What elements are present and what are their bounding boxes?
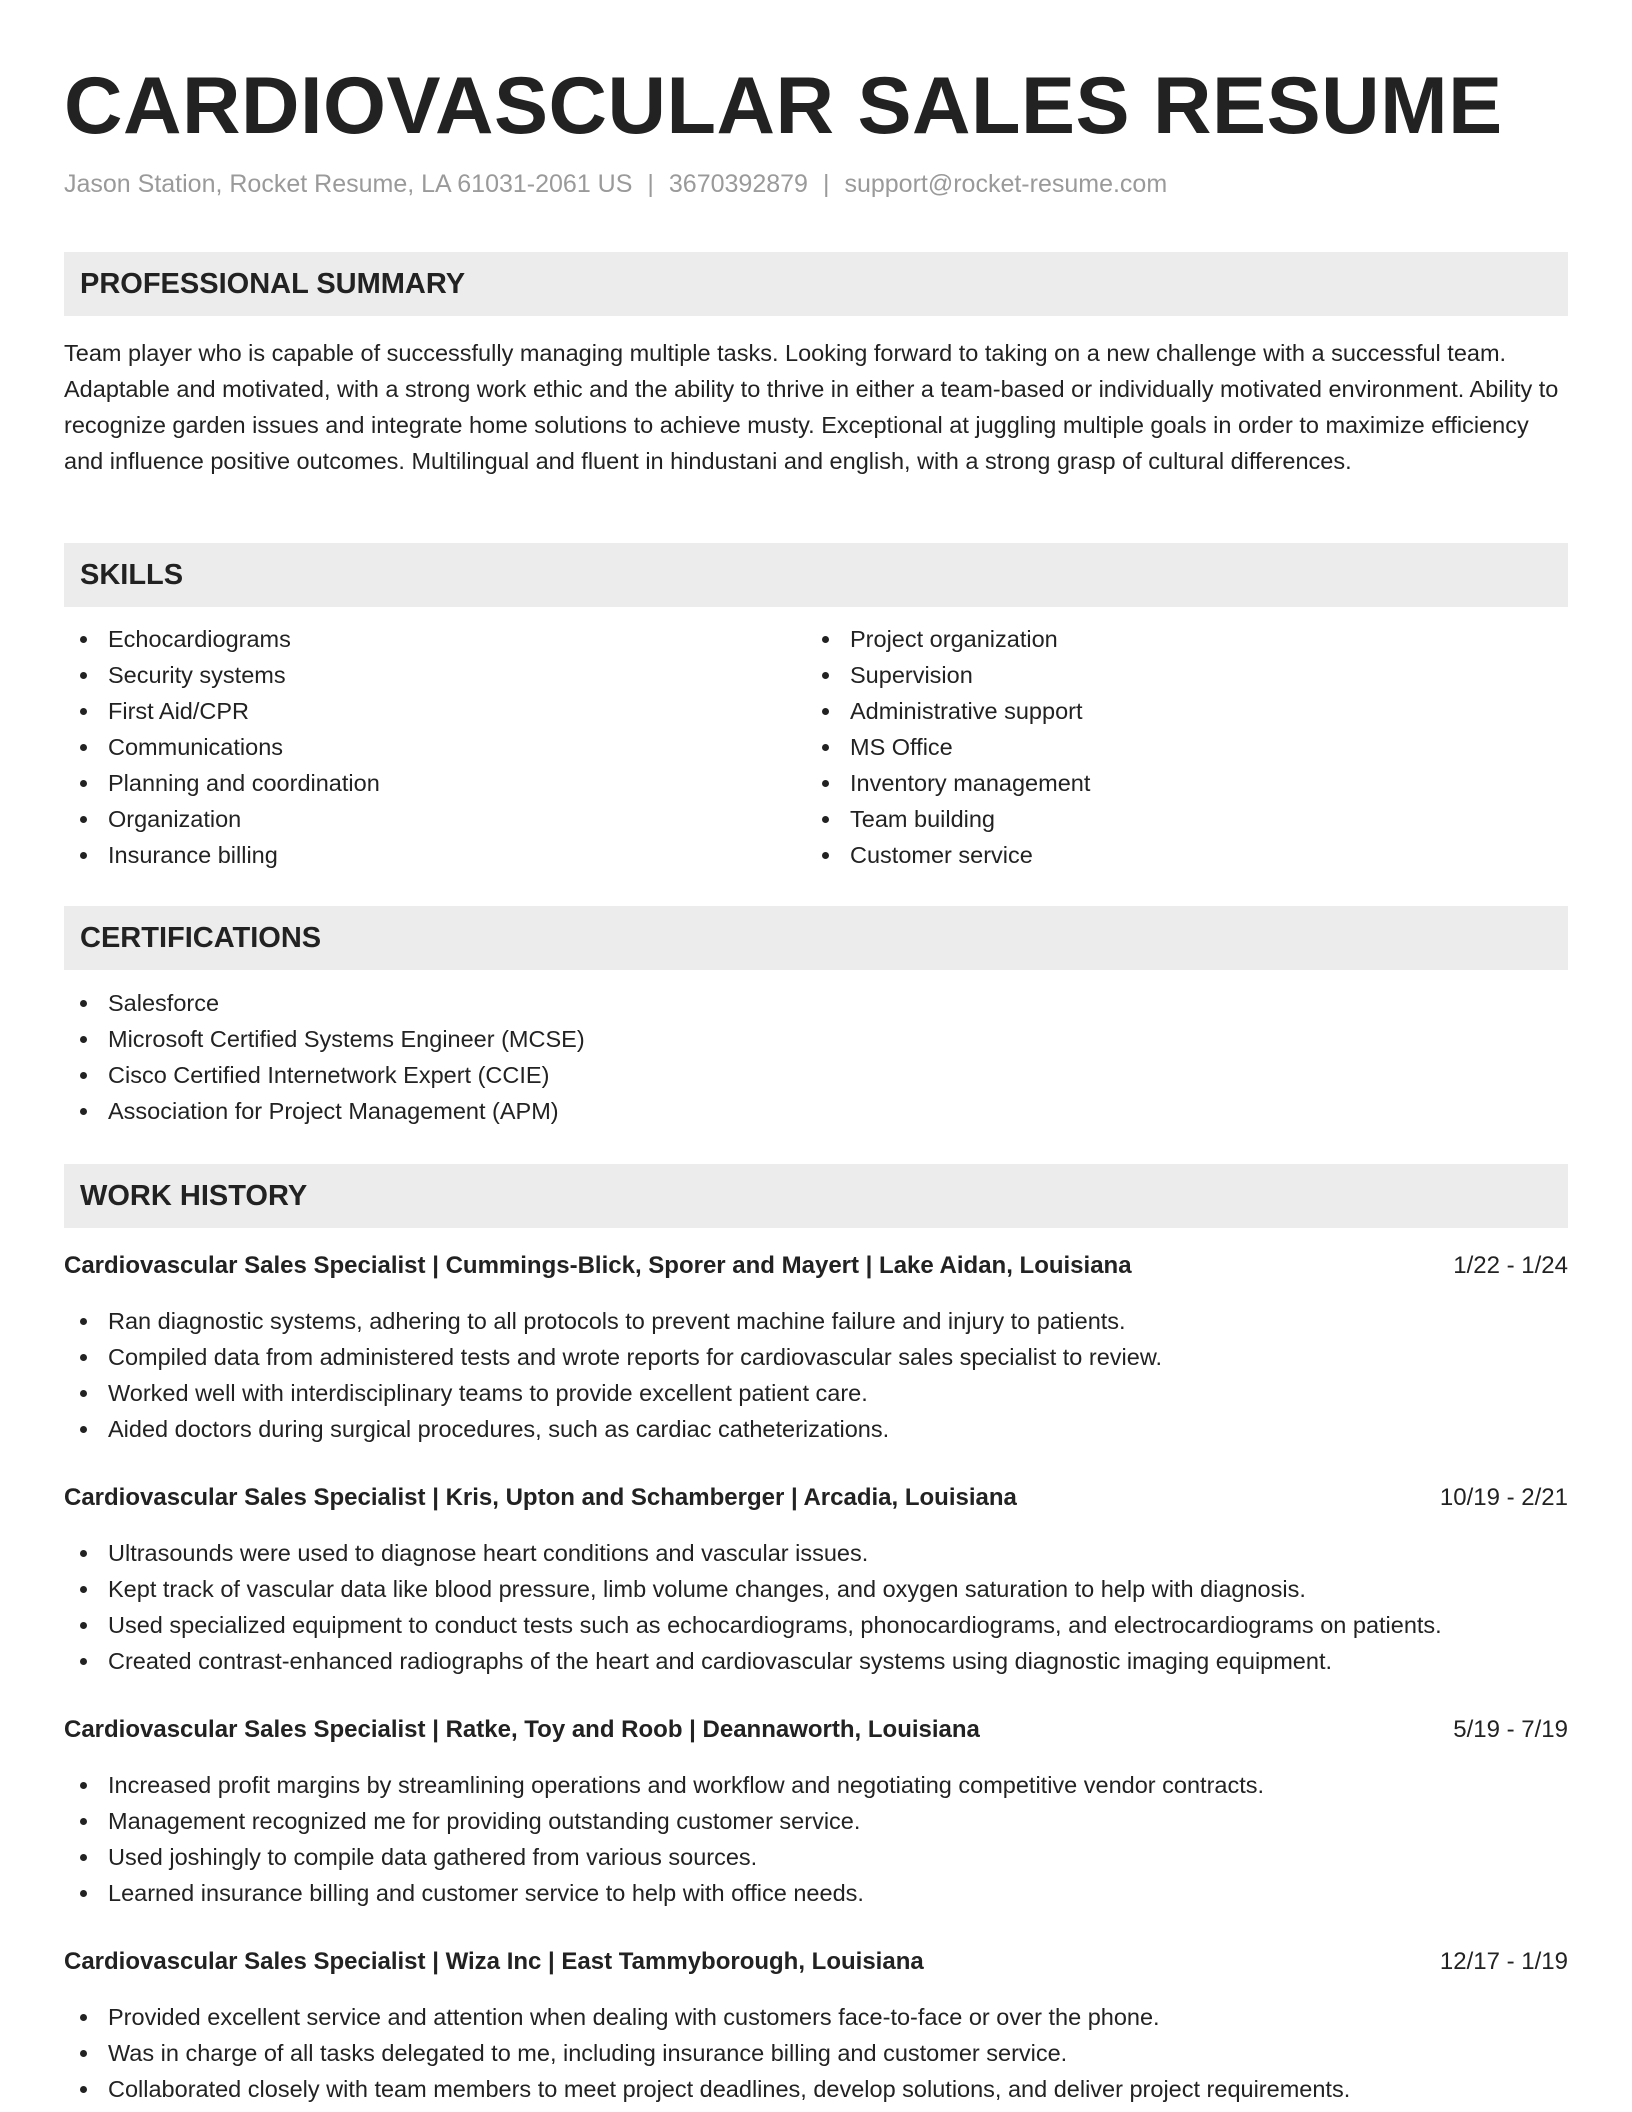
skill-item: Customer service [806, 837, 1090, 873]
skill-item: Supervision [806, 657, 1090, 693]
skills-list-right [806, 621, 1090, 873]
job-header [64, 1248, 1568, 1284]
contact-separator: | [647, 170, 654, 198]
skill-item: Project organization [806, 621, 1090, 657]
job-bullet: Compiled data from administered tests and wrote reports for cardiovascular sales specialist to review. [64, 1339, 1162, 1375]
skill-item: Security systems [64, 657, 380, 693]
certification-item: Microsoft Certified Systems Engineer (MCSE) [64, 1021, 585, 1057]
contact-address: Jason Station, Rocket Resume, LA 61031-2061 US [64, 170, 633, 198]
job-bullet: Used specialized equipment to conduct tests such as echocardiograms, phonocardiograms, and electrocardiograms on patients. [64, 1607, 1442, 1643]
skills-heading: SKILLS [64, 543, 1568, 607]
job-bullet: Ultrasounds were used to diagnose heart conditions and vascular issues. [64, 1535, 1442, 1571]
job-title: Cardiovascular Sales Specialist | Ratke, Toy and Roob | Deannaworth, Louisiana [64, 1716, 980, 1743]
job-bullet: Aided doctors during surgical procedures, such as cardiac catheterizations. [64, 1411, 1162, 1447]
job-title: Cardiovascular Sales Specialist | Cummings-Blick, Sporer and Mayert | Lake Aidan, Louisiana [64, 1252, 1132, 1279]
job-bullet: Increased profit margins by streamlining operations and workflow and negotiating competitive vendor contracts. [64, 1767, 1264, 1803]
skill-item: Team building [806, 801, 1090, 837]
job-bullets [64, 1303, 1162, 1447]
job-dates: 12/17 - 1/19 [1439, 1948, 1568, 1975]
skill-item: Echocardiograms [64, 621, 380, 657]
job-dates: 10/19 - 2/21 [1439, 1484, 1568, 1511]
job-bullets [64, 1999, 1350, 2107]
resume-title: CARDIOVASCULAR SALES RESUME [64, 61, 1503, 151]
contact-line [64, 166, 1167, 202]
skill-item: Insurance billing [64, 837, 380, 873]
skill-item: Inventory management [806, 765, 1090, 801]
job-bullet: Created contrast-enhanced radiographs of the heart and cardiovascular systems using diagnostic imaging equipment. [64, 1643, 1442, 1679]
job-bullet: Management recognized me for providing outstanding customer service. [64, 1803, 1264, 1839]
job-bullet: Learned insurance billing and customer service to help with office needs. [64, 1875, 1264, 1911]
job-bullet: Ran diagnostic systems, adhering to all protocols to prevent machine failure and injury to patients. [64, 1303, 1162, 1339]
certification-item: Association for Project Management (APM) [64, 1093, 585, 1129]
job-dates: 5/19 - 7/19 [1453, 1716, 1568, 1743]
job-title: Cardiovascular Sales Specialist | Wiza Inc | East Tammyborough, Louisiana [64, 1948, 924, 1975]
job-bullet: Kept track of vascular data like blood pressure, limb volume changes, and oxygen saturation to help with diagnosis. [64, 1571, 1442, 1607]
job-bullet: Worked well with interdisciplinary teams to provide excellent patient care. [64, 1375, 1162, 1411]
skills-list-left [64, 621, 380, 873]
summary-text: Team player who is capable of successfully managing multiple tasks. Looking forward to taking on a new challenge with a successful team. Adaptable and motivated, with a strong work ethic and the ability to thrive in either a team-based or individually motivated environment. Ability to recognize garden issues and integrate home solutions to achieve musty. Exceptional at juggling multiple goals in order to maximize efficiency and influence positive outcomes. Multilingual and fluent in hindustani and english, with a strong grasp of cultural differences. [64, 340, 1559, 474]
certification-item: Cisco Certified Internetwork Expert (CCIE) [64, 1057, 585, 1093]
skill-item: Administrative support [806, 693, 1090, 729]
job-bullet: Provided excellent service and attention when dealing with customers face-to-face or over the phone. [64, 1999, 1350, 2035]
skill-item: Planning and coordination [64, 765, 380, 801]
certifications-heading: CERTIFICATIONS [64, 906, 1568, 970]
job-dates: 1/22 - 1/24 [1453, 1252, 1568, 1279]
job-bullet: Used joshingly to compile data gathered from various sources. [64, 1839, 1264, 1875]
job-header [64, 1944, 1568, 1980]
certification-item: Salesforce [64, 985, 585, 1021]
job-header [64, 1480, 1568, 1516]
skill-item: Organization [64, 801, 380, 837]
skill-item: MS Office [806, 729, 1090, 765]
summary-heading: PROFESSIONAL SUMMARY [64, 252, 1568, 316]
job-bullet: Collaborated closely with team members to meet project deadlines, develop solutions, and deliver project requirements. [64, 2071, 1350, 2107]
job-bullets [64, 1535, 1442, 1679]
skill-item: Communications [64, 729, 380, 765]
certifications-list [64, 985, 585, 1129]
contact-phone: 3670392879 [668, 170, 808, 198]
job-bullets [64, 1767, 1264, 1911]
contact-separator: | [822, 170, 830, 198]
skill-item: First Aid/CPR [64, 693, 380, 729]
job-header [64, 1712, 1568, 1748]
contact-email: support@rocket-resume.com [844, 170, 1168, 198]
job-bullet: Was in charge of all tasks delegated to me, including insurance billing and customer service. [64, 2035, 1350, 2071]
job-title: Cardiovascular Sales Specialist | Kris, Upton and Schamberger | Arcadia, Louisiana [64, 1484, 1017, 1511]
work-history-heading: WORK HISTORY [64, 1164, 1568, 1228]
